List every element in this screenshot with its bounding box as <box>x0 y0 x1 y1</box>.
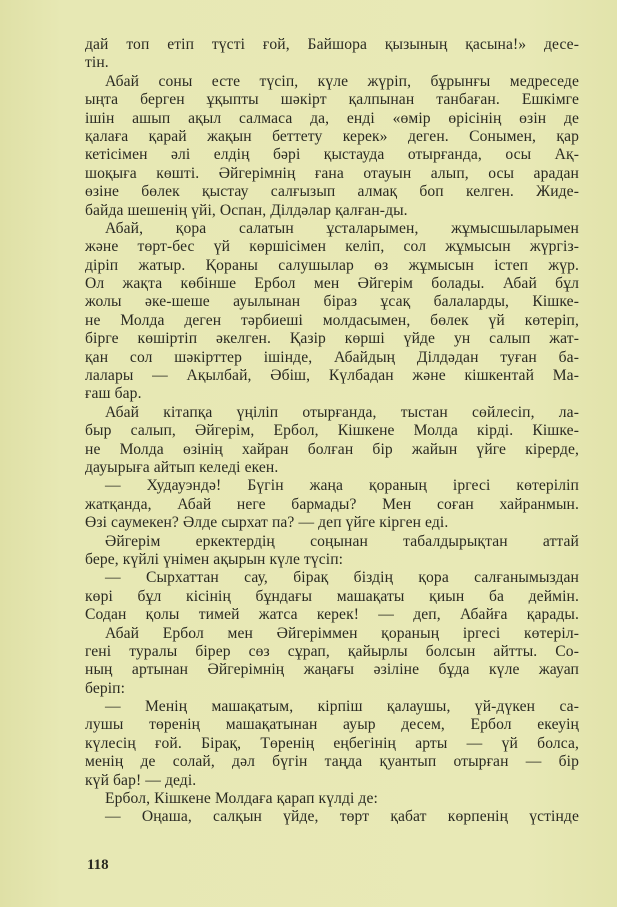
page-number: 118 <box>87 857 109 873</box>
text-line: қан сол шәкірттер ішінде, Абайдың Ділдәдан туған ба- <box>85 348 579 366</box>
text-line: ның артынан Әйгерімнің жаңағы әзіліне бұда күле жауап <box>85 661 579 679</box>
text-line: дауырыға айтып келеді екен. <box>85 458 279 476</box>
text-line: бере, күйлі үнімен ақырын күле түсіп: <box>85 550 344 568</box>
text-line: лушы төренің машақатынан ауыр десем, Ербол екеуің <box>85 716 579 734</box>
text-line: шоқыға көшті. Әйгерімнің ғана отауын алып, осы арадан <box>85 164 579 182</box>
text-line: Әйгерім еркектердің соңынан табалдырықтан аттай <box>105 532 579 550</box>
text-line: Ербол, Кішкене Молдаға қарап күлді де: <box>105 790 378 808</box>
text-line: және төрт-бес үй көршісімен келіп, сол жұмысын жүргіз- <box>85 238 579 256</box>
text-line: байда шешенің үйі, Оспан, Ділдәлар қалған-ды. <box>85 201 408 219</box>
text-line: жатқанда, Абай неге бармады? Мен соған хайранмын. <box>85 495 579 513</box>
page-body-text <box>85 36 579 827</box>
text-line: — Менің машақатым, кірпіш қалаушы, үй-дүкен са- <box>105 698 579 716</box>
text-line: қалаға қарай жақын беттету керек» деген. Сонымен, қар <box>85 127 579 145</box>
text-line: бірге көшіртіп әкелген. Қазір көрші үйде ун салып жат- <box>85 330 579 348</box>
text-line: Өзі саумекен? Әлде сырхат па? — деп үйге кірген еді. <box>85 514 449 532</box>
text-line: беріп: <box>85 679 126 697</box>
text-line: діріп жатыр. Қораны салушылар өз жұмысын істеп жүр. <box>85 256 579 274</box>
text-line: Абай Ербол мен Әйгеріммен қораның іргесі көтеріл- <box>105 624 579 642</box>
text-line: — Сырхаттан сау, бірақ біздің қора салғанымыздан <box>105 569 579 587</box>
text-line: Содан қолы тимей жатса керек! — деп, Абайға қарады. <box>85 606 579 624</box>
text-line: кетісімен әлі елдің бәрі қыстауда отырғанда, осы Ақ- <box>85 146 579 164</box>
text-line: Абай, қора салатын ұсталарымен, жұмысшыларымен <box>105 219 579 237</box>
text-line: Абай соны есте түсіп, күле жүріп, бұрынғы медреседе <box>105 72 579 90</box>
text-line: дай топ етіп түсті ғой, Байшора қызының қасына!» десе- <box>85 36 579 53</box>
text-line: — Оңаша, салқын үйде, төрт қабат көрпенің үстінде <box>105 808 579 826</box>
text-line: быр салып, Әйгерім, Ербол, Кішкене Молда кірді. Кішке- <box>85 422 579 440</box>
text-line: жолы әке-шеше ауылынан біраз ұсақ балаларды, Кішке- <box>85 293 579 311</box>
text-line: гені туралы бірер сөз сұрап, қайырлы болсын айтты. Со- <box>85 642 579 660</box>
text-line: не Молда өзінің хайран болған бір жайын үйге кірерде, <box>85 440 579 458</box>
text-line: Ол жақта көбінше Ербол мен Әйгерім болады. Абай бұл <box>85 275 579 293</box>
text-line: ыңта берген ұқыпты шәкірт қалпынан танбаған. Ешкімге <box>85 91 579 109</box>
text-line: лалары — Ақылбай, Әбіш, Күлбадан және кішкентай Ма- <box>85 367 579 385</box>
text-line: — Худауэндә! Бүгін жаңа қораның іргесі көтеріліп <box>105 477 579 495</box>
text-line: не Молда деген тәрбиеші молдасымен, бөлек үй көтеріп, <box>85 311 579 329</box>
text-line: өзіне бөлек қыстау салғызып алмақ боп келген. Жиде- <box>85 183 579 201</box>
text-line: ішін ашып ақыл салмаса да, енді «өмір өрісінің өзін де <box>85 109 579 127</box>
text-line: тін. <box>85 54 109 72</box>
text-line: күй бар! — деді. <box>85 771 197 789</box>
text-line: менің де солай, дәл бүгін таңда қуантып отырған — бір <box>85 753 579 771</box>
text-line: Абай кітапқа үңіліп отырғанда, тыстан сөйлесіп, ла- <box>105 403 579 421</box>
text-line: ғаш бар. <box>85 385 142 403</box>
text-line: күлесің ғой. Бірақ, Төренің еңбегінің арты — үй болса, <box>85 734 579 752</box>
text-line: көрі бұл кісінің бұндағы машақаты қиын ба деймін. <box>85 587 579 605</box>
